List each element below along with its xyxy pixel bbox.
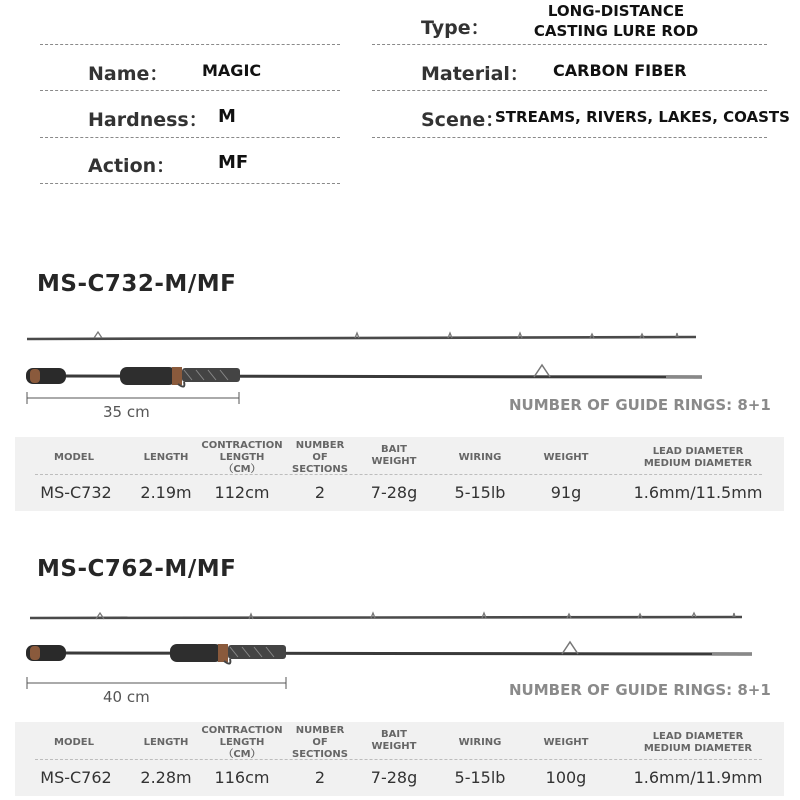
name-label: Name： [88,63,169,85]
divider [372,44,767,45]
cork-accent [30,646,40,660]
rod-tip-section [27,337,696,339]
material-label: Material： [421,63,529,85]
divider [372,90,767,91]
col-header-contraction: CONTRACTION LENGTH （CM） [201,725,283,760]
cell-wiring: 5-15lb [454,768,506,787]
col-header-sections: NUMBER OF SECTIONS [292,725,348,760]
cell-weight: 91g [550,483,582,502]
reel-seat [182,368,240,382]
cork-accent [30,369,40,383]
cell-wiring: 5-15lb [454,483,506,502]
fore-grip [170,644,222,662]
cell-bait: 7-28g [370,483,418,502]
cell-sections: 2 [314,768,326,787]
col-header-sections: NUMBER OF SECTIONS [292,440,348,475]
col-header-weight: WEIGHT [543,737,589,748]
cell-length: 2.28m [140,768,192,787]
guide-ring [562,642,578,654]
divider [372,137,767,138]
scene-value: STREAMS, RIVERS, LAKES, COASTS [495,108,790,126]
hardness-value: M [218,106,236,127]
col-header-model: MODEL [54,452,94,463]
table-divider [35,759,762,760]
divider [40,90,340,91]
cell-model: MS-C732 [40,483,112,502]
rear-grip [26,645,66,661]
spec-table [15,437,784,511]
guide-rings-count: NUMBER OF GUIDE RINGS: 8+1 [509,396,771,414]
hardness-label: Hardness： [88,109,208,131]
divider [40,44,340,45]
type-value [520,1,712,41]
product-title: MS-C732-M/MF [37,271,237,297]
type-value-line-1: LONG-DISTANCE [547,2,685,20]
divider [40,183,340,184]
cell-bait: 7-28g [370,768,418,787]
col-header-wiring: WIRING [458,737,502,748]
type-label: Type： [421,17,490,39]
col-header-bait: BAIT WEIGHT [371,444,417,467]
cell-diameter: 1.6mm/11.9mm [633,768,763,787]
col-header-diameter: LEAD DIAMETER MEDIUM DIAMETER [643,731,753,754]
cell-weight: 100g [545,768,587,787]
rear-grip [26,368,66,384]
cork-accent [172,367,182,385]
measure-label: 40 cm [103,688,150,706]
rod-butt-section [62,653,752,654]
guide-rings [94,332,678,338]
cell-sections: 2 [314,483,326,502]
cell-length: 2.19m [140,483,192,502]
product-title: MS-C762-M/MF [37,556,237,582]
col-header-wiring: WIRING [458,452,502,463]
spec-table [15,722,784,796]
guide-ring [534,365,550,377]
table-divider [35,474,762,475]
cell-model: MS-C762 [40,768,112,787]
divider [40,137,340,138]
material-value: CARBON FIBER [553,61,687,80]
cell-contraction: 116cm [214,768,270,787]
cork-accent [218,644,228,662]
col-header-diameter: LEAD DIAMETER MEDIUM DIAMETER [643,446,753,469]
rod-tip-section [30,617,742,618]
col-header-contraction: CONTRACTION LENGTH （CM） [201,440,283,475]
col-header-weight: WEIGHT [543,452,589,463]
action-value: MF [218,152,249,173]
col-header-model: MODEL [54,737,94,748]
guide-rings-count: NUMBER OF GUIDE RINGS: 8+1 [509,681,771,699]
action-label: Action： [88,155,176,177]
col-header-length: LENGTH [143,737,189,748]
type-value-line-2: CASTING LURE ROD [533,22,699,40]
name-value: MAGIC [202,61,262,80]
col-header-length: LENGTH [143,452,189,463]
scene-label: Scene： [421,109,505,131]
measure-label: 35 cm [103,403,150,421]
fore-grip [120,367,176,385]
trigger [178,382,184,387]
guide-rings [96,613,735,619]
trigger [224,659,230,664]
col-header-bait: BAIT WEIGHT [371,729,417,752]
cell-diameter: 1.6mm/11.5mm [633,483,763,502]
reel-seat [228,645,286,659]
rod-butt-section [60,376,702,377]
cell-contraction: 112cm [214,483,270,502]
